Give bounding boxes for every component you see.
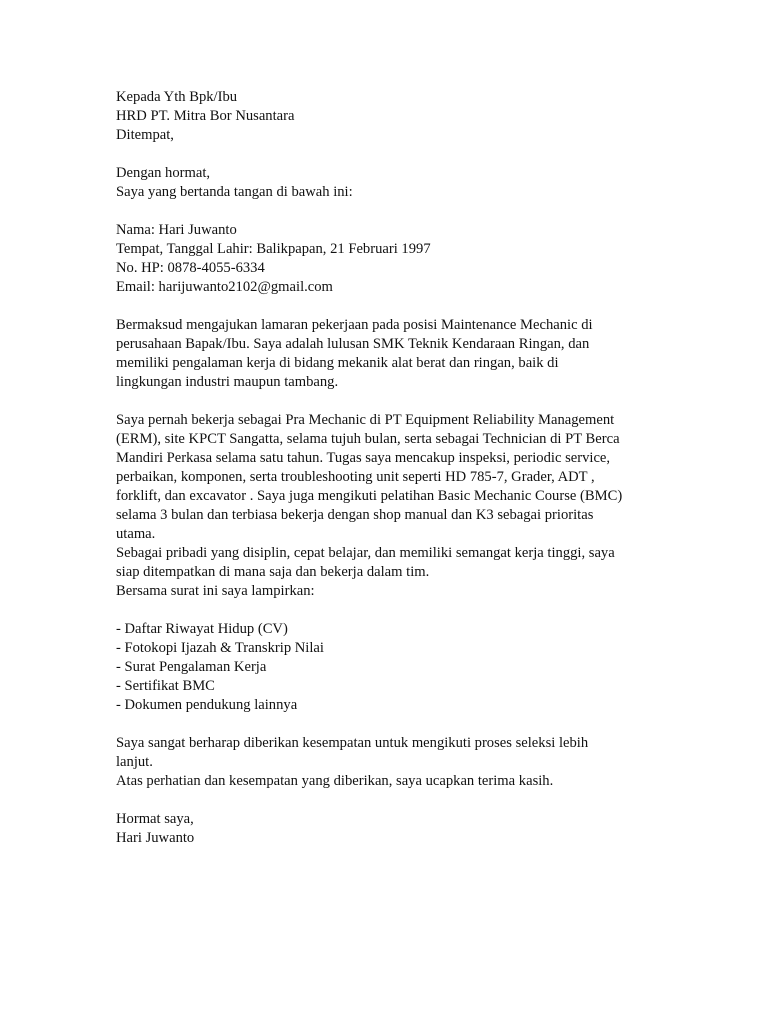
list-item: - Fotokopi Ijazah & Transkrip Nilai: [116, 640, 324, 656]
closing-line: Saya sangat berharap diberikan kesempatan untuk mengikuti proses seleksi lebih: [116, 735, 589, 751]
paragraph-personality: [116, 544, 656, 582]
list-item: - Surat Pengalaman Kerja: [116, 659, 267, 675]
paragraph-line: perbaikan, komponen, serta troubleshooting unit seperti HD 785-7, Grader, ADT ,: [116, 469, 595, 485]
paragraph-line: memiliki pengalaman kerja di bidang mekanik alat berat dan ringan, baik di: [116, 355, 559, 371]
paragraph-line: lingkungan industri maupun tambang.: [116, 374, 339, 390]
spacer: [116, 601, 656, 620]
identity-email: Email: harijuwanto2102@gmail.com: [116, 279, 333, 295]
paragraph-application: [116, 316, 656, 392]
paragraph-line: siap ditempatkan di mana saja dan bekerja dalam tim.: [116, 564, 430, 580]
spacer: [116, 297, 656, 316]
paragraph-line: Sebagai pribadi yang disiplin, cepat belajar, dan memiliki semangat kerja tinggi, saya: [116, 545, 615, 561]
signoff-block: [116, 810, 656, 848]
paragraph-line: Bermaksud mengajukan lamaran pekerjaan pada posisi Maintenance Mechanic di: [116, 317, 593, 333]
regards-line: Hormat saya,: [116, 811, 194, 827]
identity-birth: Tempat, Tanggal Lahir: Balikpapan, 21 Februari 1997: [116, 241, 431, 257]
identity-name: Nama: Hari Juwanto: [116, 222, 237, 238]
spacer: [116, 791, 656, 810]
paragraph-line: selama 3 bulan dan terbiasa bekerja dengan shop manual dan K3 sebagai prioritas: [116, 507, 594, 523]
spacer: [116, 715, 656, 734]
list-item: - Sertifikat BMC: [116, 678, 215, 694]
spacer: [116, 202, 656, 221]
paragraph-line: utama.: [116, 526, 156, 542]
signer-name: Hari Juwanto: [116, 830, 195, 846]
spacer: [116, 392, 656, 411]
closing-block: [116, 734, 656, 791]
paragraph-line: Saya pernah bekerja sebagai Pra Mechanic di PT Equipment Reliability Management: [116, 412, 615, 428]
recipient-line: Kepada Yth Bpk/Ibu: [116, 89, 238, 105]
identity-phone: No. HP: 0878-4055-6334: [116, 260, 265, 276]
attachments-block: [116, 582, 656, 715]
list-item: - Dokumen pendukung lainnya: [116, 697, 298, 713]
paragraph-line: (ERM), site KPCT Sangatta, selama tujuh bulan, serta sebagai Technician di PT Berca: [116, 431, 620, 447]
attachments-list: [116, 620, 656, 715]
recipient-location: Ditempat,: [116, 127, 174, 143]
paragraph-experience: [116, 411, 656, 544]
spacer: [116, 145, 656, 164]
salutation: Dengan hormat,: [116, 165, 211, 181]
paragraph-line: forklift, dan excavator . Saya juga mengikuti pelatihan Basic Mechanic Course (BMC): [116, 488, 623, 504]
attachments-intro: Bersama surat ini saya lampirkan:: [116, 583, 315, 599]
recipient-block: [116, 88, 656, 145]
intro-line: Saya yang bertanda tangan di bawah ini:: [116, 184, 353, 200]
list-item: - Daftar Riwayat Hidup (CV): [116, 621, 288, 637]
greeting-block: [116, 164, 656, 202]
paragraph-line: perusahaan Bapak/Ibu. Saya adalah lulusan SMK Teknik Kendaraan Ringan, dan: [116, 336, 590, 352]
recipient-company: HRD PT. Mitra Bor Nusantara: [116, 108, 295, 124]
paragraph-line: Mandiri Perkasa selama satu tahun. Tugas saya mencakup inspeksi, periodic service,: [116, 450, 611, 466]
thanks-line: Atas perhatian dan kesempatan yang diberikan, saya ucapkan terima kasih.: [116, 773, 554, 789]
cover-letter: [116, 88, 656, 848]
closing-line: lanjut.: [116, 754, 153, 770]
identity-block: [116, 221, 656, 297]
